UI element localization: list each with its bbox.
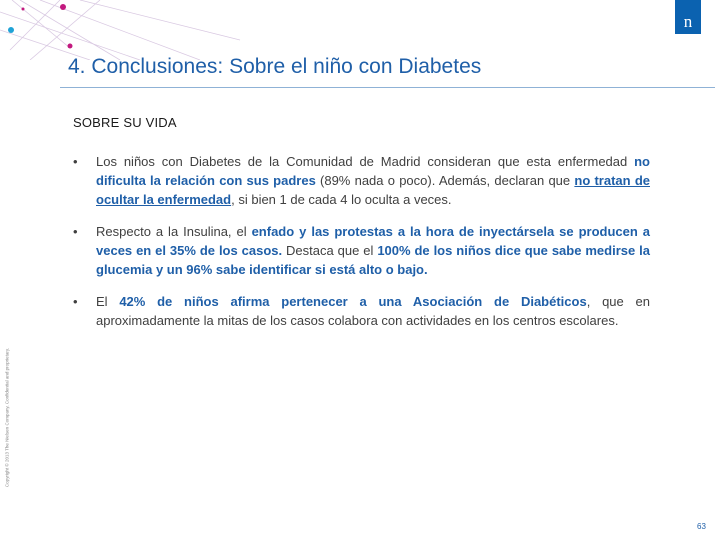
- bullet-segment: , que en aproximadamente la mitas de los casos colabora con actividades en los centros escolares.: [96, 294, 650, 328]
- bullet-highlight: 42% de niños afirma pertenecer a una Asociación de Diabéticos: [119, 294, 587, 309]
- decor-dot: [22, 8, 25, 11]
- slide-title: 4. Conclusiones: Sobre el niño con Diabetes: [68, 55, 482, 78]
- bullet-segment: Respecto a la Insulina, el: [96, 224, 252, 239]
- bullet-list: [73, 152, 650, 343]
- bullet-segment: , si bien 1 de cada 4 lo oculta a veces.: [231, 192, 452, 207]
- bullet-segment: (89% nada o poco). Además, declaran que: [315, 173, 575, 188]
- bullet-marker: •: [73, 294, 78, 309]
- bullet-segment: Los niños con Diabetes de la Comunidad de Madrid consideran que esta enfermedad: [96, 154, 635, 169]
- bullet-highlight: 100% de los niños dice que sabe medirse la glucemia y un 96% sabe identificar si está alto o bajo.: [96, 243, 650, 277]
- bullet-marker: •: [73, 224, 78, 239]
- title-underline: [60, 87, 715, 88]
- bullet-item: [73, 152, 650, 209]
- decor-dot: [60, 4, 66, 10]
- copyright-side-note: Copyright © 2013 The Nielsen Company. Confidential and proprietary.: [4, 347, 10, 488]
- page-number: 63: [697, 522, 706, 531]
- decor-dot: [68, 44, 73, 49]
- bullet-segment: Destaca que el: [282, 243, 378, 258]
- bullet-text: [96, 224, 650, 277]
- bullet-highlight: no dificulta la relación con sus padres: [96, 154, 650, 188]
- bullet-marker: •: [73, 154, 78, 169]
- bullet-text: [96, 294, 650, 328]
- bullet-highlight: enfado y las protestas a la hora de inyectársela se producen a veces en el 35% de los casos.: [96, 224, 650, 258]
- decor-dot: [8, 27, 14, 33]
- bullet-item: [73, 292, 650, 330]
- bullet-highlight: no tratan de ocultar la enfermedad: [96, 173, 650, 207]
- bullet-segment: El: [96, 294, 120, 309]
- section-heading: SOBRE SU VIDA: [73, 115, 177, 130]
- bullet-item: [73, 222, 650, 279]
- bullet-text: [96, 154, 650, 207]
- decorative-network-lines: [0, 0, 260, 60]
- nielsen-logo: n: [675, 0, 701, 34]
